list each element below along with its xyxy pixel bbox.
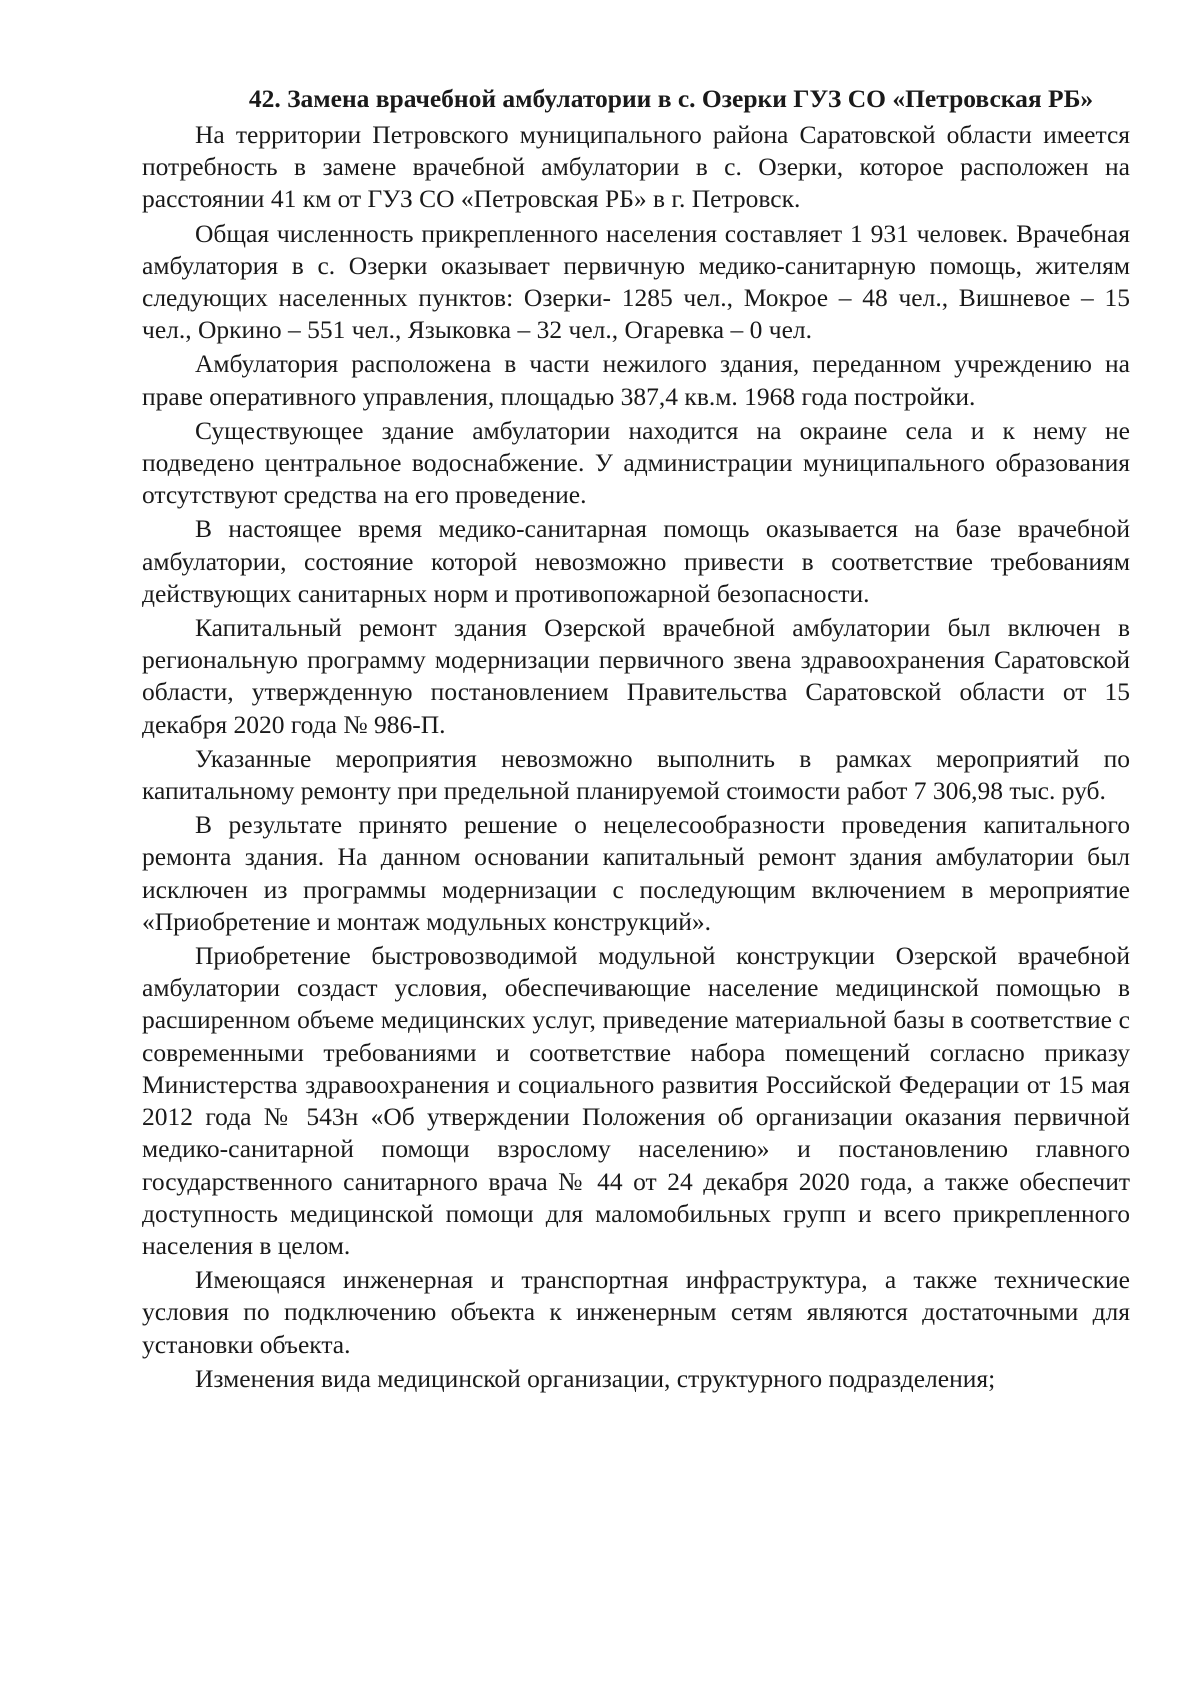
paragraph-decision: В результате принято решение о нецелесообразности проведения капитального ремонта здания. На данном основании капитальный ремонт здания амбулатории был исключен из программы модернизации с последующим включением в мероприятие «Приобретение и монтаж модульных конструкций». [142,810,1130,936]
document-page [142,82,1130,1642]
paragraph-water-supply: Существующее здание амбулатории находится на окраине села и к нему не подведено центральное водоснабжение. У администрации муниципального образования отсутствуют средства на его проведение. [142,415,1130,510]
paragraph-current-state: В настоящее время медико-санитарная помощь оказывается на базе врачебной амбулатории, состояние которой невозможно привести в соответствие требованиям действующих санитарных норм и противопожарной безопасности. [142,514,1130,608]
section-title: 42. Замена врачебной амбулатории в с. Озерки ГУЗ СО «Петровская РБ» [248,84,1094,113]
paragraph-changes: Изменения вида медицинской организации, структурного подразделения; [195,1363,996,1393]
paragraph-infrastructure: Имеющаяся инженерная и транспортная инфраструктура, а также технические условия по подключению объекта к инженерным сетям являются достаточными для установки объекта. [142,1265,1130,1359]
paragraph-location: Амбулатория расположена в части нежилого здания, переданном учреждению на праве оперативного управления, площадью 387,4 кв.м. 1968 года постройки. [142,349,1130,411]
paragraph-population: Общая численность прикрепленного населения составляет 1 931 человек. Врачебная амбулатория в с. Озерки оказывает первичную медико-санитарную помощь, жителям следующих населенных пунктов: Озерки- 1285 чел., Мокрое – 48 чел., Вишневое – 15 чел., Оркино – 551 чел., Языковка – 32 чел., Огаревка – 0 чел. [142,218,1130,345]
paragraph-cost-limit: Указанные мероприятия невозможно выполнить в рамках мероприятий по капитальному ремонту при предельной планируемой стоимости работ 7 306,98 тыс. руб. [142,743,1130,806]
paragraph-need: На территории Петровского муниципального района Саратовской области имеется потребность в замене врачебной амбулатории в с. Озерки, которое расположен на расстоянии 41 км от ГУЗ СО «Петровская РБ» в г. Петровск. [142,120,1130,214]
paragraph-modular-construction: Приобретение быстровозводимой модульной конструкции Озерской врачебной амбулатории создаст условия, обеспечивающие население медицинской помощью в расширенном объеме медицинских услуг, приведение материальной базы в соответствие с современными требованиями и соответствие набора помещений согласно приказу Министерства здравоохранения и социального развития Российской Федерации от 15 мая 2012 года № 543н «Об утверждении Положения об организации оказания первичной медико-санитарной помощи взрослому населению» и постановлению главного государственного санитарного врача № 44 от 24 декабря 2020 года, а также обеспечит доступность медицинской помощи для маломобильных групп и всего прикрепленного населения в целом. [142,941,1130,1260]
paragraph-repair-program: Капитальный ремонт здания Озерской врачебной амбулатории был включен в региональную программу модернизации первичного звена здравоохранения Саратовской области, утвержденную постановлением Правительства Саратовской области от 15 декабря 2020 года № 986-П. [142,613,1130,739]
